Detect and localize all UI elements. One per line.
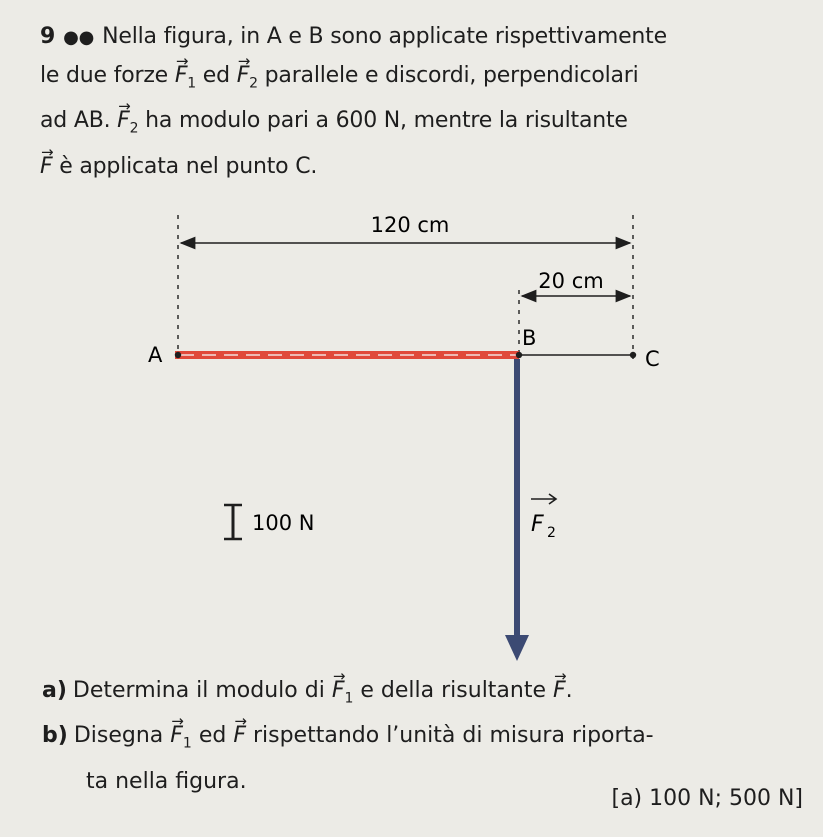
force-f2-label: [531, 494, 556, 541]
question-a: [42, 672, 812, 717]
problem-statement: [40, 18, 810, 186]
vector-f2: → $F_2$: [237, 57, 258, 102]
label-b: B: [522, 326, 537, 350]
question-text: Disegna: [73, 723, 171, 749]
questions: [42, 672, 812, 801]
problem-number: 9: [40, 24, 56, 49]
vector-f: → F: [553, 672, 566, 710]
question-label: a): [42, 678, 67, 703]
difficulty-dots-icon: ●●: [63, 27, 95, 48]
problem-line-1: [40, 18, 810, 57]
problem-text: le due forze: [40, 63, 175, 88]
vector-f1: → $F_1$: [175, 57, 196, 102]
label-c: C: [645, 347, 660, 371]
vector-f2: → $F_2$: [117, 102, 138, 147]
question-text: ed: [191, 723, 234, 749]
dimension-label-bc: 20 cm: [538, 269, 604, 293]
question-text: rispettando l’unità di misura riporta-: [245, 723, 654, 749]
question-text: Determina il modulo di: [72, 678, 332, 703]
force-diagram: [0, 195, 823, 670]
vector-f1: → $F_1$: [170, 717, 192, 762]
label-a: A: [148, 343, 163, 367]
question-text: .: [565, 678, 573, 703]
answers: [a) 100 N; 500 N]: [611, 786, 803, 811]
problem-text: ha modulo pari a 600 N, mentre la risultante: [138, 108, 628, 134]
point-a: [175, 352, 181, 358]
question-b-continued: ta nella figura.: [86, 768, 247, 794]
question-label: b): [42, 723, 68, 749]
svg-text:F: F: [531, 512, 544, 537]
problem-line-3: [40, 102, 810, 147]
problem-line-4: [40, 148, 810, 186]
force-f2-arrowhead: [505, 635, 529, 661]
vector-f: → F: [40, 148, 52, 186]
problem-text: parallele e discordi, perpendicolari: [257, 63, 639, 88]
point-b: [516, 352, 522, 358]
question-text: e della risultante: [353, 678, 554, 703]
point-c: [630, 352, 636, 358]
problem-text: ed: [196, 63, 237, 88]
problem-text: ad AB.: [40, 108, 118, 134]
problem-line-2: [40, 57, 810, 102]
scale-label: 100 N: [252, 511, 315, 535]
dimension-label-total: 120 cm: [370, 213, 450, 237]
question-b: [42, 717, 812, 762]
problem-text: Nella figura, in A e B sono applicate rispettivamente: [102, 24, 667, 49]
vector-f: → F: [233, 717, 246, 755]
problem-text: è applicata nel punto C.: [52, 153, 318, 179]
scale-bar: [224, 505, 242, 539]
svg-text:2: 2: [547, 525, 556, 541]
vector-f1: → $F_1$: [332, 672, 354, 717]
